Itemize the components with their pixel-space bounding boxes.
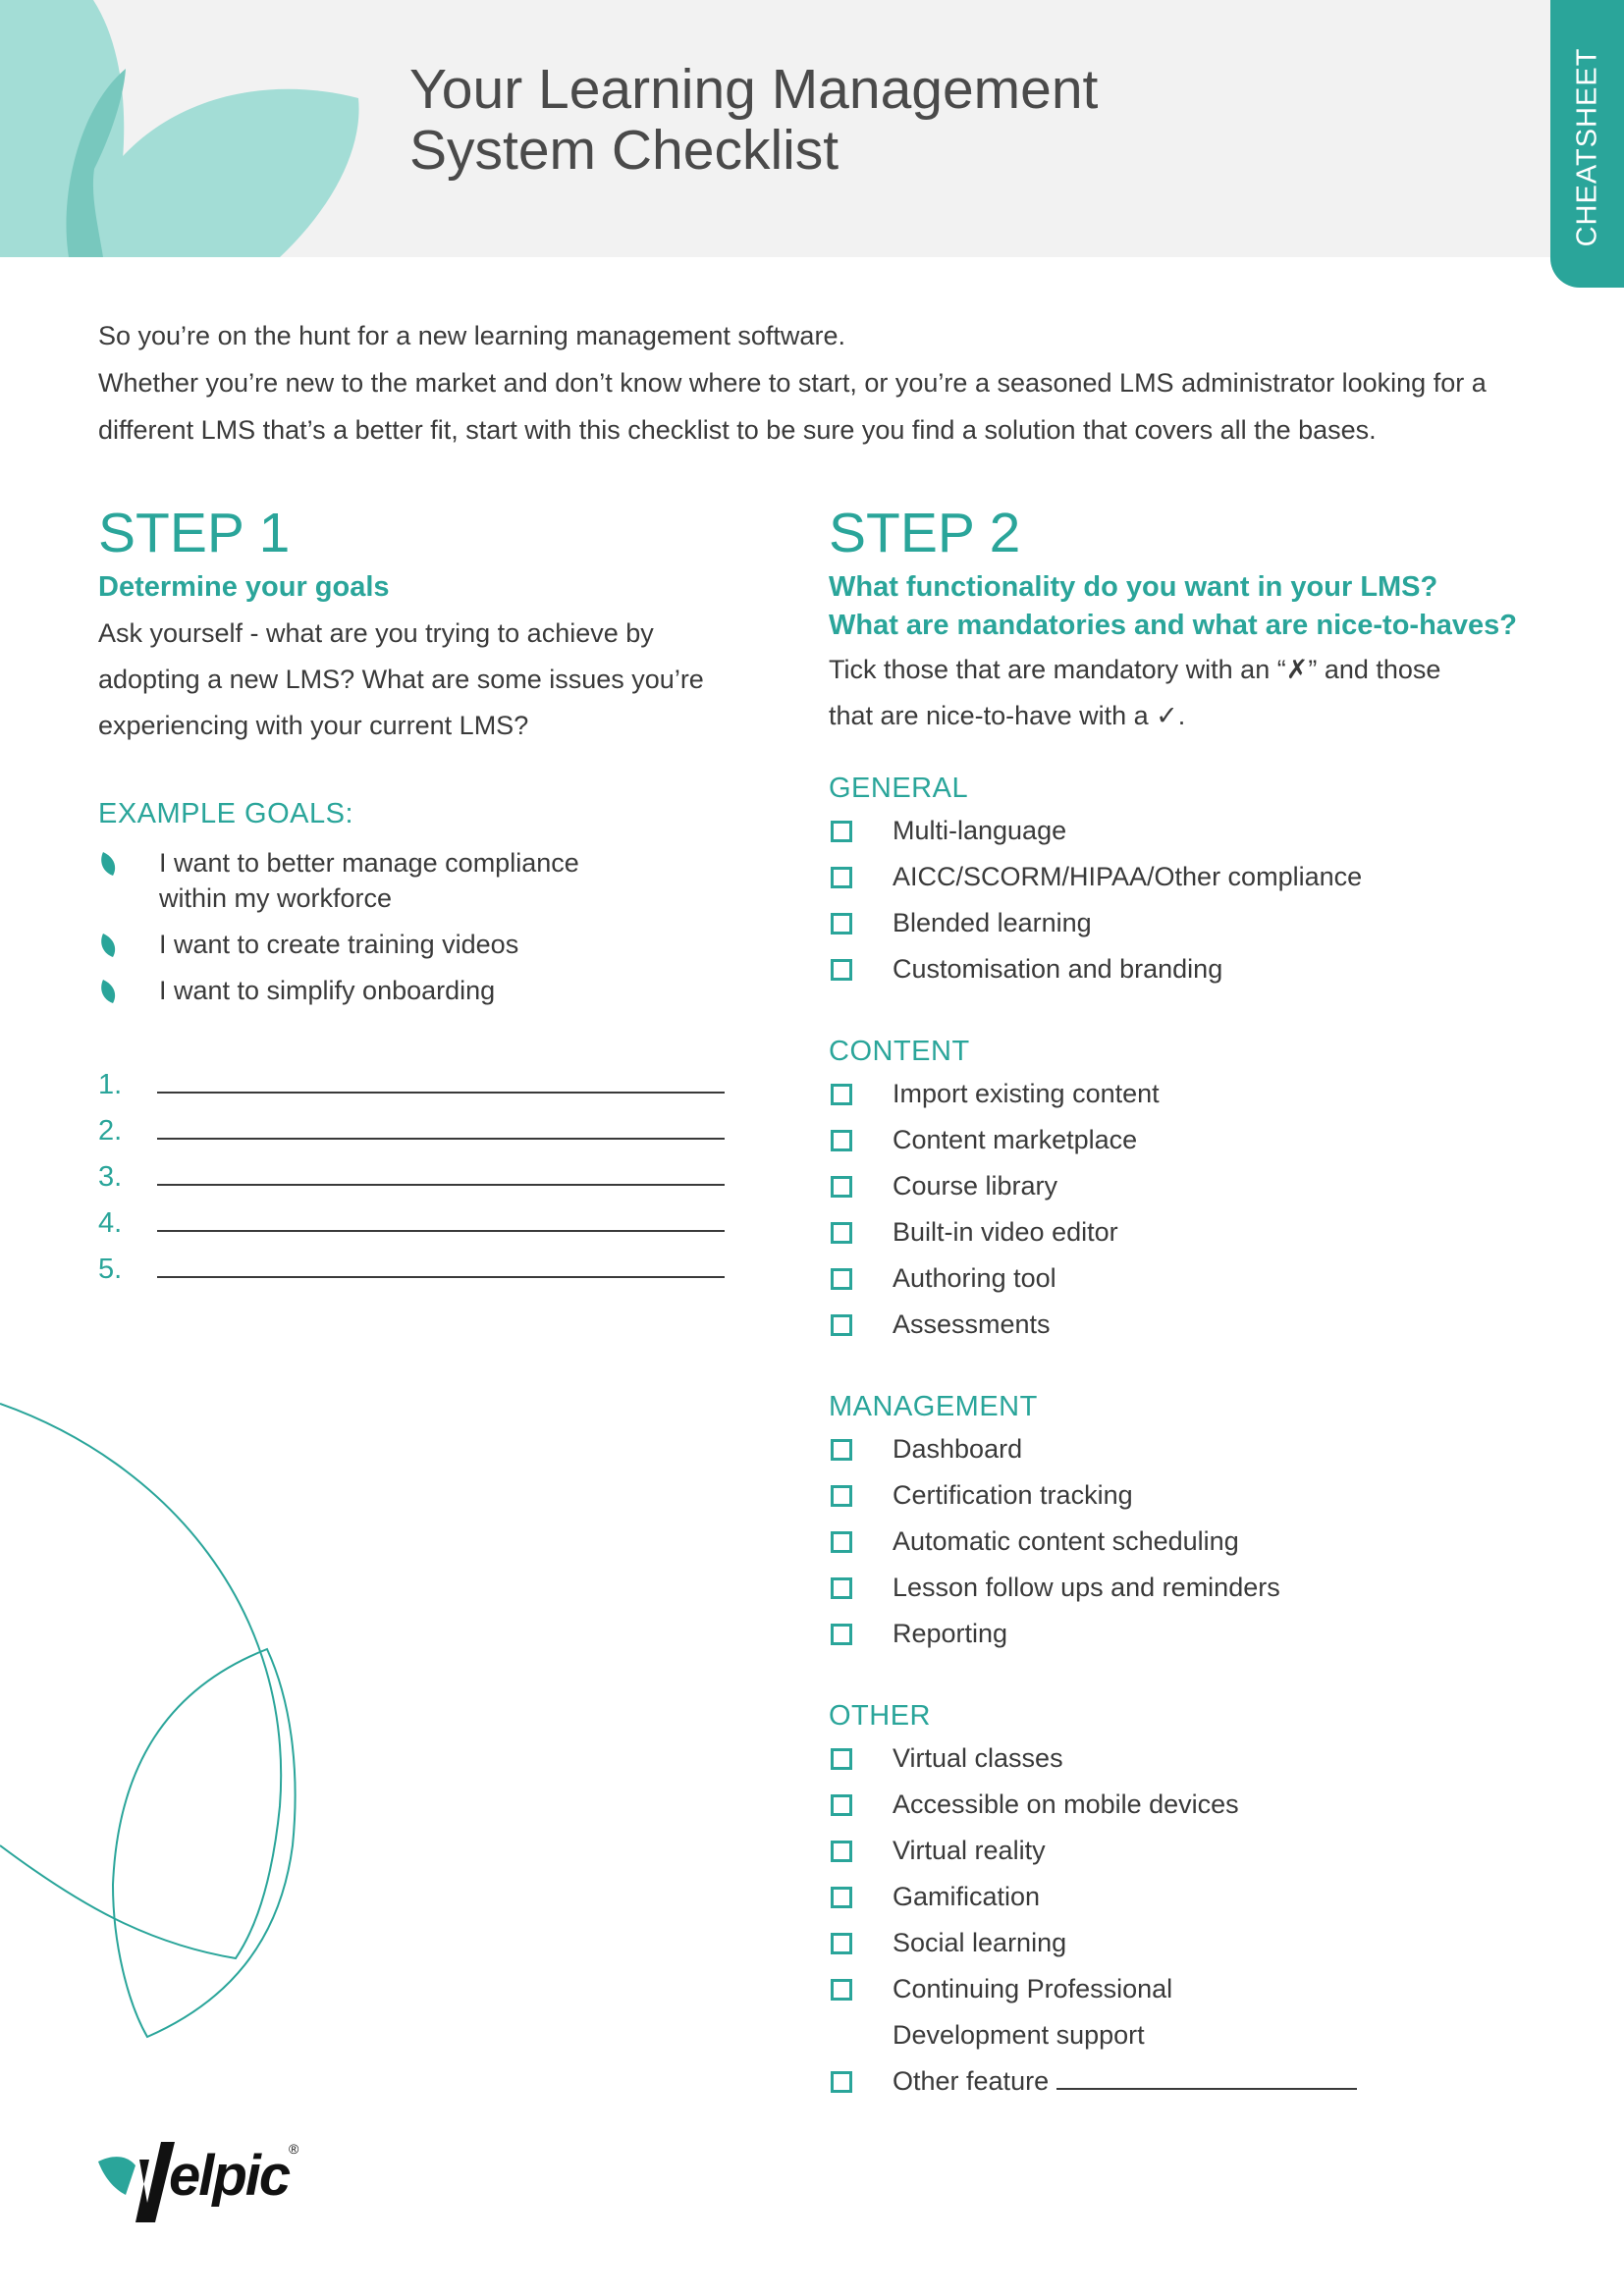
- checkbox[interactable]: [831, 1577, 852, 1599]
- goal-line-5[interactable]: [98, 1240, 746, 1286]
- step2-instruction-2: that are nice-to-have with a ✓.: [829, 701, 1186, 730]
- checkbox[interactable]: [831, 1933, 852, 1954]
- step2-instruction-1: Tick those that are mandatory with an “✗” and those: [829, 655, 1441, 684]
- checkbox[interactable]: [831, 1624, 852, 1645]
- checklist-item[interactable]: [829, 1071, 1536, 1117]
- example-goals-list: [98, 845, 746, 1008]
- cheatsheet-label: CHEATSHEET: [1571, 47, 1602, 247]
- checkbox[interactable]: [831, 1531, 852, 1553]
- item-label: Dashboard: [893, 1434, 1023, 1464]
- list-item: [98, 973, 746, 1008]
- leaf-decoration: [0, 0, 412, 257]
- blank-line[interactable]: [157, 1091, 725, 1094]
- checkbox[interactable]: [831, 2071, 852, 2093]
- item-label: Certification tracking: [893, 1480, 1133, 1510]
- item-label: Lesson follow ups and reminders: [893, 1573, 1280, 1602]
- item-label: Multi-language: [893, 816, 1067, 845]
- leaf-bullet-icon: [98, 933, 118, 958]
- item-label: Continuing Professional: [893, 1974, 1173, 2003]
- goal-number: 4.: [98, 1207, 123, 1239]
- item-label: Course library: [893, 1171, 1058, 1201]
- checkbox[interactable]: [831, 1485, 852, 1507]
- item-label: Import existing content: [893, 1079, 1160, 1108]
- checkbox[interactable]: [831, 1130, 852, 1151]
- checklist-item[interactable]: [829, 1611, 1536, 1657]
- checklist-item[interactable]: [829, 1966, 1536, 2058]
- checkbox[interactable]: [831, 1314, 852, 1336]
- svg-text:®: ®: [289, 2141, 299, 2157]
- checkbox[interactable]: [831, 867, 852, 888]
- item-label: Virtual classes: [893, 1743, 1063, 1773]
- checklist-item[interactable]: [829, 1782, 1536, 1828]
- step1-body: Ask yourself - what are you trying to achieve by adopting a new LMS? What are some issues you’re experiencing with your current LMS?: [98, 618, 704, 740]
- checklist-item[interactable]: [829, 1302, 1536, 1348]
- section-management-heading: MANAGEMENT: [829, 1391, 1038, 1422]
- item-label: Other feature: [893, 2066, 1050, 2096]
- checklist-item[interactable]: [829, 1472, 1536, 1519]
- checkbox[interactable]: [831, 1176, 852, 1198]
- item-label: Automatic content scheduling: [893, 1526, 1239, 1556]
- list-item: [98, 845, 746, 916]
- checklist-item[interactable]: [829, 2058, 1536, 2105]
- other-feature-line[interactable]: [1056, 2062, 1357, 2090]
- item-label: Gamification: [893, 1882, 1041, 1911]
- checklist-item[interactable]: [829, 1828, 1536, 1874]
- intro-line-1: So you’re on the hunt for a new learning management software.: [98, 321, 845, 350]
- cheatsheet-tab: [1550, 0, 1624, 288]
- outline-leaf-decoration: [0, 1394, 314, 2061]
- blank-line[interactable]: [157, 1229, 725, 1232]
- step1-column: [98, 504, 746, 1286]
- step1-subtitle: Determine your goals: [98, 571, 390, 603]
- checkbox[interactable]: [831, 1268, 852, 1290]
- item-label: Content marketplace: [893, 1125, 1138, 1154]
- checkbox[interactable]: [831, 1979, 852, 2001]
- velpic-logo: [96, 2132, 302, 2235]
- checkbox[interactable]: [831, 821, 852, 842]
- checklist-item[interactable]: [829, 1163, 1536, 1209]
- item-label: Reporting: [893, 1619, 1008, 1648]
- step1-title: STEP 1: [98, 502, 291, 564]
- section-content-heading: CONTENT: [829, 1036, 970, 1067]
- goal-line-4[interactable]: [98, 1194, 746, 1240]
- checklist-item[interactable]: [829, 1255, 1536, 1302]
- leaf-bullet-icon: [98, 979, 118, 1004]
- item-label: Social learning: [893, 1928, 1067, 1957]
- item-label: Blended learning: [893, 908, 1092, 937]
- goal-line-2[interactable]: [98, 1101, 746, 1148]
- checklist-item[interactable]: [829, 1209, 1536, 1255]
- item-label: Assessments: [893, 1309, 1051, 1339]
- checklist-item[interactable]: [829, 900, 1536, 946]
- blank-line[interactable]: [157, 1275, 725, 1278]
- checkbox[interactable]: [831, 959, 852, 981]
- item-label: Built-in video editor: [893, 1217, 1118, 1247]
- goal-number: 1.: [98, 1069, 123, 1100]
- blank-line[interactable]: [157, 1137, 725, 1140]
- item-label: Accessible on mobile devices: [893, 1789, 1239, 1819]
- item-label: Virtual reality: [893, 1836, 1046, 1865]
- checklist-item[interactable]: [829, 1874, 1536, 1920]
- item-label: Customisation and branding: [893, 954, 1223, 984]
- checklist-item[interactable]: [829, 946, 1536, 992]
- checklist-item[interactable]: [829, 854, 1536, 900]
- intro-line-2: Whether you’re new to the market and don’t know where to start, or you’re a seasoned LMS administrator looking for a different LMS that’s a better fit, start with this checklist to be sure you find a solution that covers all the bases.: [98, 368, 1487, 445]
- checklist-item[interactable]: [829, 1117, 1536, 1163]
- goal-line-1[interactable]: [98, 1055, 746, 1101]
- checklist-item[interactable]: [829, 808, 1536, 854]
- goal-number: 5.: [98, 1254, 123, 1285]
- item-label: Authoring tool: [893, 1263, 1056, 1293]
- list-item: [98, 927, 746, 962]
- step2-column: [829, 504, 1536, 2105]
- checklist-item[interactable]: [829, 1426, 1536, 1472]
- goal-number: 2.: [98, 1115, 123, 1147]
- checklist-item[interactable]: [829, 1920, 1536, 1966]
- numbered-lines: [98, 1055, 746, 1286]
- page-title: [409, 59, 1098, 181]
- title-line-1: Your Learning Management: [409, 58, 1099, 121]
- goal-text: I want to simplify onboarding: [159, 976, 496, 1005]
- checklist-item[interactable]: [829, 1519, 1536, 1565]
- goal-number: 3.: [98, 1161, 123, 1193]
- checkbox[interactable]: [831, 1794, 852, 1816]
- blank-line[interactable]: [157, 1183, 725, 1186]
- checkbox[interactable]: [831, 1084, 852, 1105]
- svg-text:elpic: elpic: [169, 2144, 290, 2208]
- example-goals-heading: EXAMPLE GOALS:: [98, 798, 354, 829]
- goal-text: I want to better manage compliance: [159, 848, 579, 878]
- step2-title: STEP 2: [829, 502, 1021, 564]
- goal-text-cont: within my workforce: [159, 883, 393, 913]
- velpic-logo-icon: [96, 2132, 302, 2230]
- checkbox[interactable]: [831, 913, 852, 934]
- goal-line-3[interactable]: [98, 1148, 746, 1194]
- checkbox[interactable]: [831, 1748, 852, 1770]
- step2-subtitle-2: What are mandatories and what are nice-to-haves?: [829, 610, 1518, 641]
- checklist-item[interactable]: [829, 1735, 1536, 1782]
- goal-text: I want to create training videos: [159, 930, 519, 959]
- item-label-cont: Development support: [893, 2020, 1145, 2050]
- intro-text: [98, 312, 1532, 454]
- section-other-heading: OTHER: [829, 1700, 931, 1732]
- leaf-bullet-icon: [98, 851, 118, 877]
- item-label: AICC/SCORM/HIPAA/Other compliance: [893, 862, 1363, 891]
- section-general-heading: GENERAL: [829, 773, 969, 804]
- title-line-2: System Checklist: [409, 119, 839, 182]
- checkbox[interactable]: [831, 1841, 852, 1862]
- checkbox[interactable]: [831, 1887, 852, 1908]
- step2-subtitle-1: What functionality do you want in your LMS?: [829, 571, 1438, 603]
- checkbox[interactable]: [831, 1439, 852, 1461]
- checklist-item[interactable]: [829, 1565, 1536, 1611]
- checkbox[interactable]: [831, 1222, 852, 1244]
